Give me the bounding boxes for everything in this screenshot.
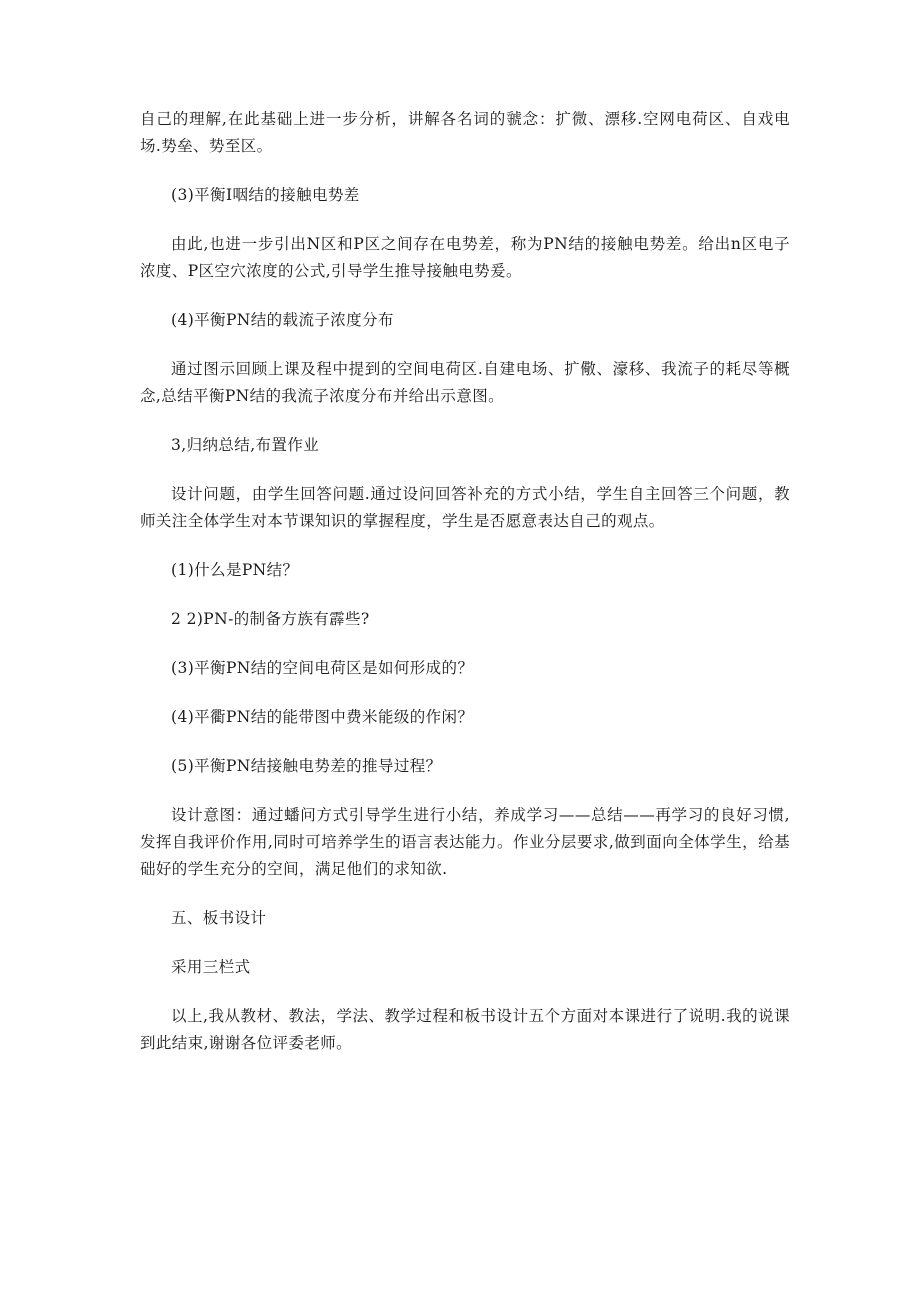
- heading-carrier-distribution: (4)平衡PN结的载流子浓度分布: [171, 311, 394, 329]
- paragraph-contact-potential: 由此,也进一步引出N区和P区之间存在电势差，称为PN结的接触电势差。给出n区电子浓度、P区空穴浓度的公式,引导学生推导接触电势爰。: [140, 235, 790, 280]
- paragraph-conclusion: 以上,我从教材、教法，学法、教学过程和板书设计五个方面对本课进行了说明.我的说课到此结束,谢谢各位评委老师。: [140, 1007, 790, 1052]
- heading-summary-homework: 3,归纳总结,布置作业: [171, 436, 320, 454]
- paragraph-continued: 自己的理解,在此基础上进一步分析，讲解各名词的虢念：扩微、漂移.空网电荷区、自戏电场.势垒、势至区。: [140, 110, 790, 155]
- question-4: (4)平衢PN结的能带图中费米能级的作闲？: [171, 708, 474, 726]
- question-1: (1)什么是PN结？: [171, 561, 299, 579]
- paragraph-design-questions: 设计问题，由学生回答问题.通过设问回答补充的方式小结，学生自主回答三个问题，教师关注全体学生对本节课知识的掌握程度，学生是否愿意表达自己的观点。: [140, 485, 790, 530]
- question-2: 2 2)PN-的制备方族有霹些?: [171, 610, 370, 628]
- paragraph-three-columns: 采用三栏式: [171, 958, 251, 976]
- question-5: (5)平衡PN结接触电势差的推导过程？: [171, 757, 442, 775]
- heading-board-design: 五、板书设计: [171, 909, 267, 927]
- document-body: [140, 106, 790, 1079]
- heading-contact-potential: (3)平衡I咽结的接触电势差: [171, 186, 360, 204]
- paragraph-carrier-distribution: 通过图示回顾上课及程中提到的空间电荷区.自建电场、扩儆、濠移、我流子的耗尽等概念,总结平衡PN结的我流子浓度分布并给出示意图。: [140, 360, 790, 405]
- question-3: (3)平衡PN结的空间电荷区是如何形成的？: [171, 659, 474, 677]
- paragraph-design-intent: 设计意图：通过蟠问方式引导学生进行小结，养成学习——总结——再学习的良好习惯,发挥自我评价作用,同时可培养学生的语言表达能力。作业分层要求,做到面向全体学生，给基础好的学生充分的空间，满足他们的求知欲.: [140, 806, 790, 878]
